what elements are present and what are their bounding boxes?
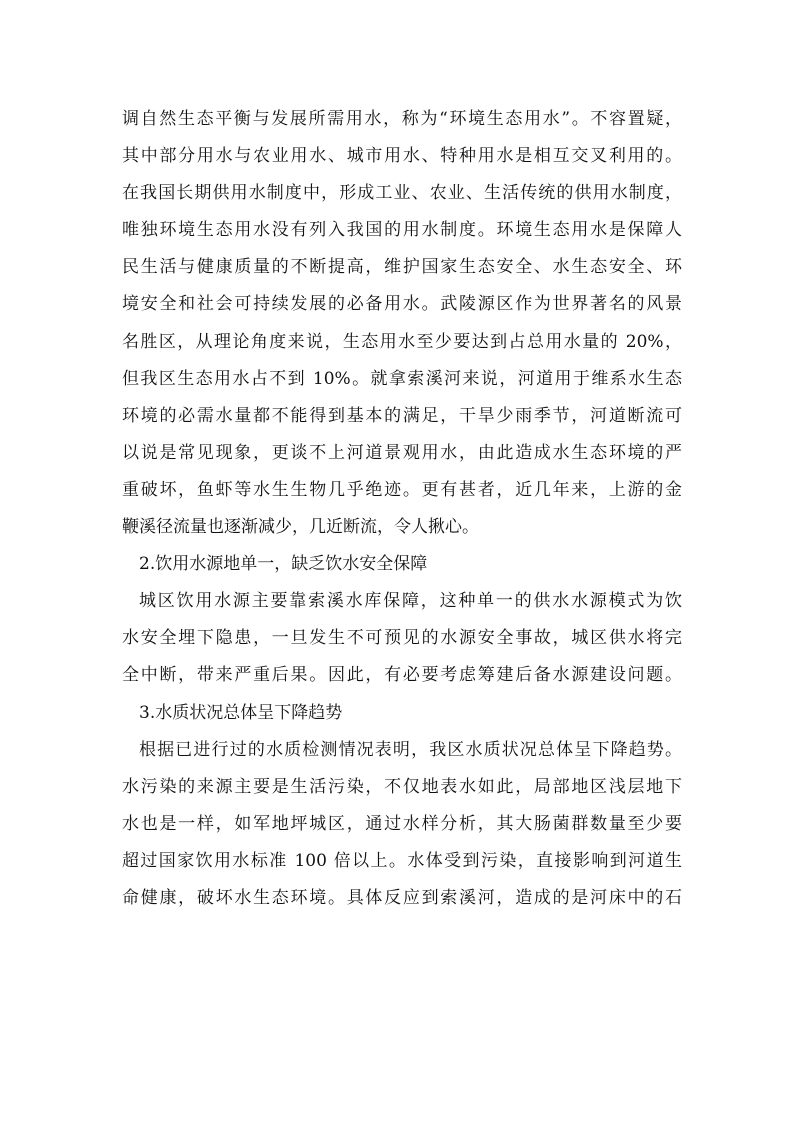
text-line: 但我区生态用水占不到 10%。就拿索溪河来说，河道用于维系水生态 xyxy=(122,368,682,389)
text-line: 其中部分用水与农业用水、城市用水、特种用水是相互交叉利用的。 xyxy=(122,146,682,167)
section-heading: 2.饮用水源地单一，缺乏饮水安全保障 xyxy=(139,554,428,575)
text-line: 超过国家饮用水标准 100 倍以上。水体受到污染，直接影响到河道生 xyxy=(122,850,682,871)
text-line: 水也是一样，如军地坪城区，通过水样分析，其大肠菌群数量至少要 xyxy=(122,813,682,834)
text-line: 全中断，带来严重后果。因此，有必要考虑筹建后备水源建设问题。 xyxy=(122,665,682,686)
text-line: 调自然生态平衡与发展所需用水，称为“环境生态用水”。不容置疑， xyxy=(122,109,682,129)
paragraph-first-line: 根据已进行过的水质检测情况表明，我区水质状况总体呈下降趋势。 xyxy=(139,739,682,760)
text-line: 以说是常见现象，更谈不上河道景观用水，由此造成水生态环境的严 xyxy=(122,442,682,463)
paragraph-end-line: 鞭溪径流量也逐渐减少，几近断流，令人揪心。 xyxy=(122,517,479,538)
text-line: 名胜区，从理论角度来说，生态用水至少要达到占总用水量的 20%， xyxy=(122,331,682,352)
body-text xyxy=(122,101,682,917)
text-line: 命健康，破坏水生态环境。具体反应到索溪河，造成的是河床中的石 xyxy=(122,887,682,908)
text-line: 水污染的来源主要是生活污染，不仅地表水如此，局部地区浅层地下 xyxy=(122,776,682,797)
text-line: 重破坏，鱼虾等水生生物几乎绝迹。更有甚者，近几年来，上游的金 xyxy=(122,479,682,500)
text-line: 在我国长期供用水制度中，形成工业、农业、生活传统的供用水制度， xyxy=(122,183,682,204)
paragraph-first-line: 城区饮用水源主要靠索溪水库保障，这种单一的供水水源模式为饮 xyxy=(139,591,682,612)
text-line: 民生活与健康质量的不断提高，维护国家生态安全、水生态安全、环 xyxy=(122,257,682,278)
text-line: 境安全和社会可持续发展的必备用水。武陵源区作为世界著名的风景 xyxy=(122,294,682,315)
text-line: 水安全埋下隐患，一旦发生不可预见的水源安全事故，城区供水将完 xyxy=(122,628,682,649)
text-line: 唯独环境生态用水没有列入我国的用水制度。环境生态用水是保障人 xyxy=(122,220,682,241)
text-line: 环境的必需水量都不能得到基本的满足，干旱少雨季节，河道断流可 xyxy=(122,405,682,426)
section-heading: 3.水质状况总体呈下降趋势 xyxy=(139,702,343,723)
